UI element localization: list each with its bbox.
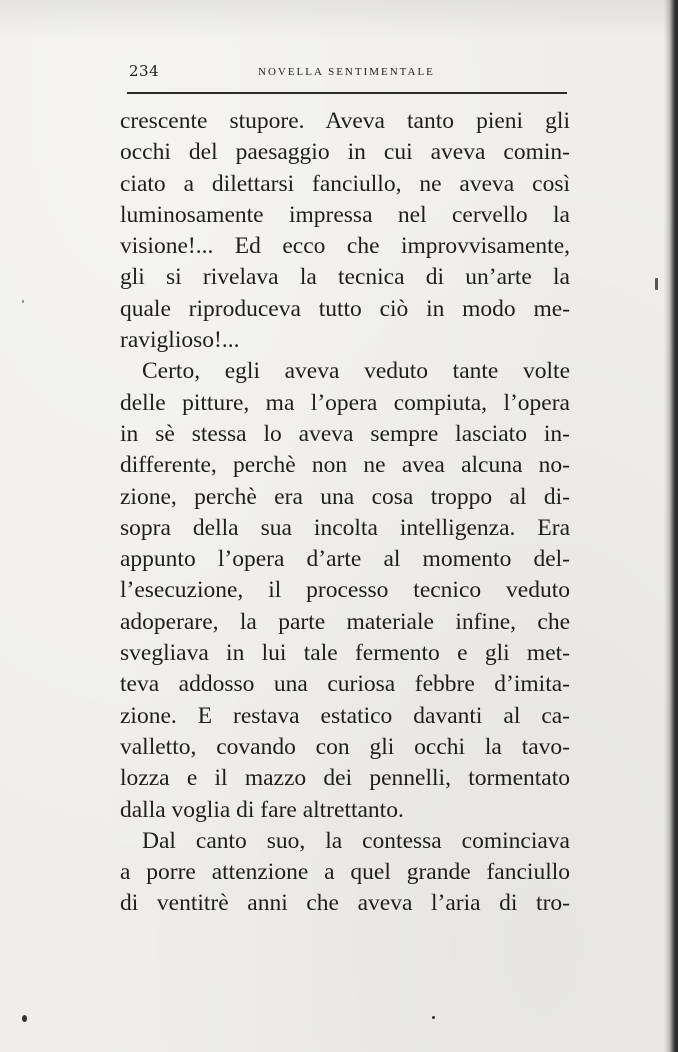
page-header bbox=[129, 60, 567, 88]
header-rule bbox=[127, 92, 567, 94]
text-line: dalla voglia di fare altrettanto. bbox=[120, 796, 404, 823]
text-line: l’esecuzione, il processo tecnico veduto bbox=[120, 577, 570, 604]
page-binding-edge bbox=[664, 0, 678, 1052]
body-text bbox=[120, 106, 570, 920]
text-line: svegliava in lui tale fermento e gli met- bbox=[120, 640, 570, 667]
text-line: Certo, egli aveva veduto tante volte bbox=[142, 358, 570, 385]
running-title: NOVELLA SENTIMENTALE bbox=[258, 66, 435, 78]
text-line: in sè stessa lo aveva sempre lasciato in- bbox=[120, 420, 570, 447]
text-line: appunto l’opera d’arte al momento del- bbox=[120, 546, 570, 573]
text-line: visione!... Ed ecco che improvvisamente, bbox=[120, 233, 570, 260]
text-line: di ventitrè anni che aveva l’aria di tro- bbox=[120, 890, 570, 917]
text-line: zione. E restava estatico davanti al ca- bbox=[120, 702, 570, 729]
text-line: luminosamente impressa nel cervello la bbox=[120, 201, 570, 228]
text-line: valletto, covando con gli occhi la tavo- bbox=[120, 733, 570, 760]
text-line: crescente stupore. Aveva tanto pieni gli bbox=[120, 108, 570, 134]
text-line: a porre attenzione a quel grande fanciullo bbox=[120, 859, 570, 886]
text-line: occhi del paesaggio in cui aveva comin- bbox=[120, 139, 570, 166]
text-line: differente, perchè non ne avea alcuna no- bbox=[120, 452, 570, 479]
text-line: ciato a dilettarsi fanciullo, ne aveva così bbox=[120, 170, 570, 197]
ink-speck bbox=[22, 300, 24, 303]
text-line: lozza e il mazzo dei pennelli, tormentato bbox=[120, 765, 570, 792]
text-line: adoperare, la parte materiale infine, che bbox=[120, 608, 570, 635]
text-line: delle pitture, ma l’opera compiuta, l’opera bbox=[120, 389, 570, 416]
text-line: quale riproduceva tutto ciò in modo me- bbox=[120, 295, 570, 322]
text-line: zione, perchè era una cosa troppo al di- bbox=[120, 483, 570, 510]
page-top-shadow bbox=[0, 0, 678, 40]
page-number: 234 bbox=[129, 62, 160, 80]
text-line: Dal canto suo, la contessa cominciava bbox=[142, 827, 570, 854]
ink-speck bbox=[22, 1015, 27, 1022]
text-line: raviglioso!... bbox=[120, 327, 240, 354]
text-line: teva addosso una curiosa febbre d’imita- bbox=[120, 671, 570, 698]
ink-speck bbox=[432, 1016, 435, 1019]
ink-speck bbox=[655, 278, 658, 290]
text-line: gli si rivelava la tecnica di un’arte la bbox=[120, 264, 570, 291]
text-line: sopra della sua incolta intelligenza. Era bbox=[120, 514, 570, 541]
